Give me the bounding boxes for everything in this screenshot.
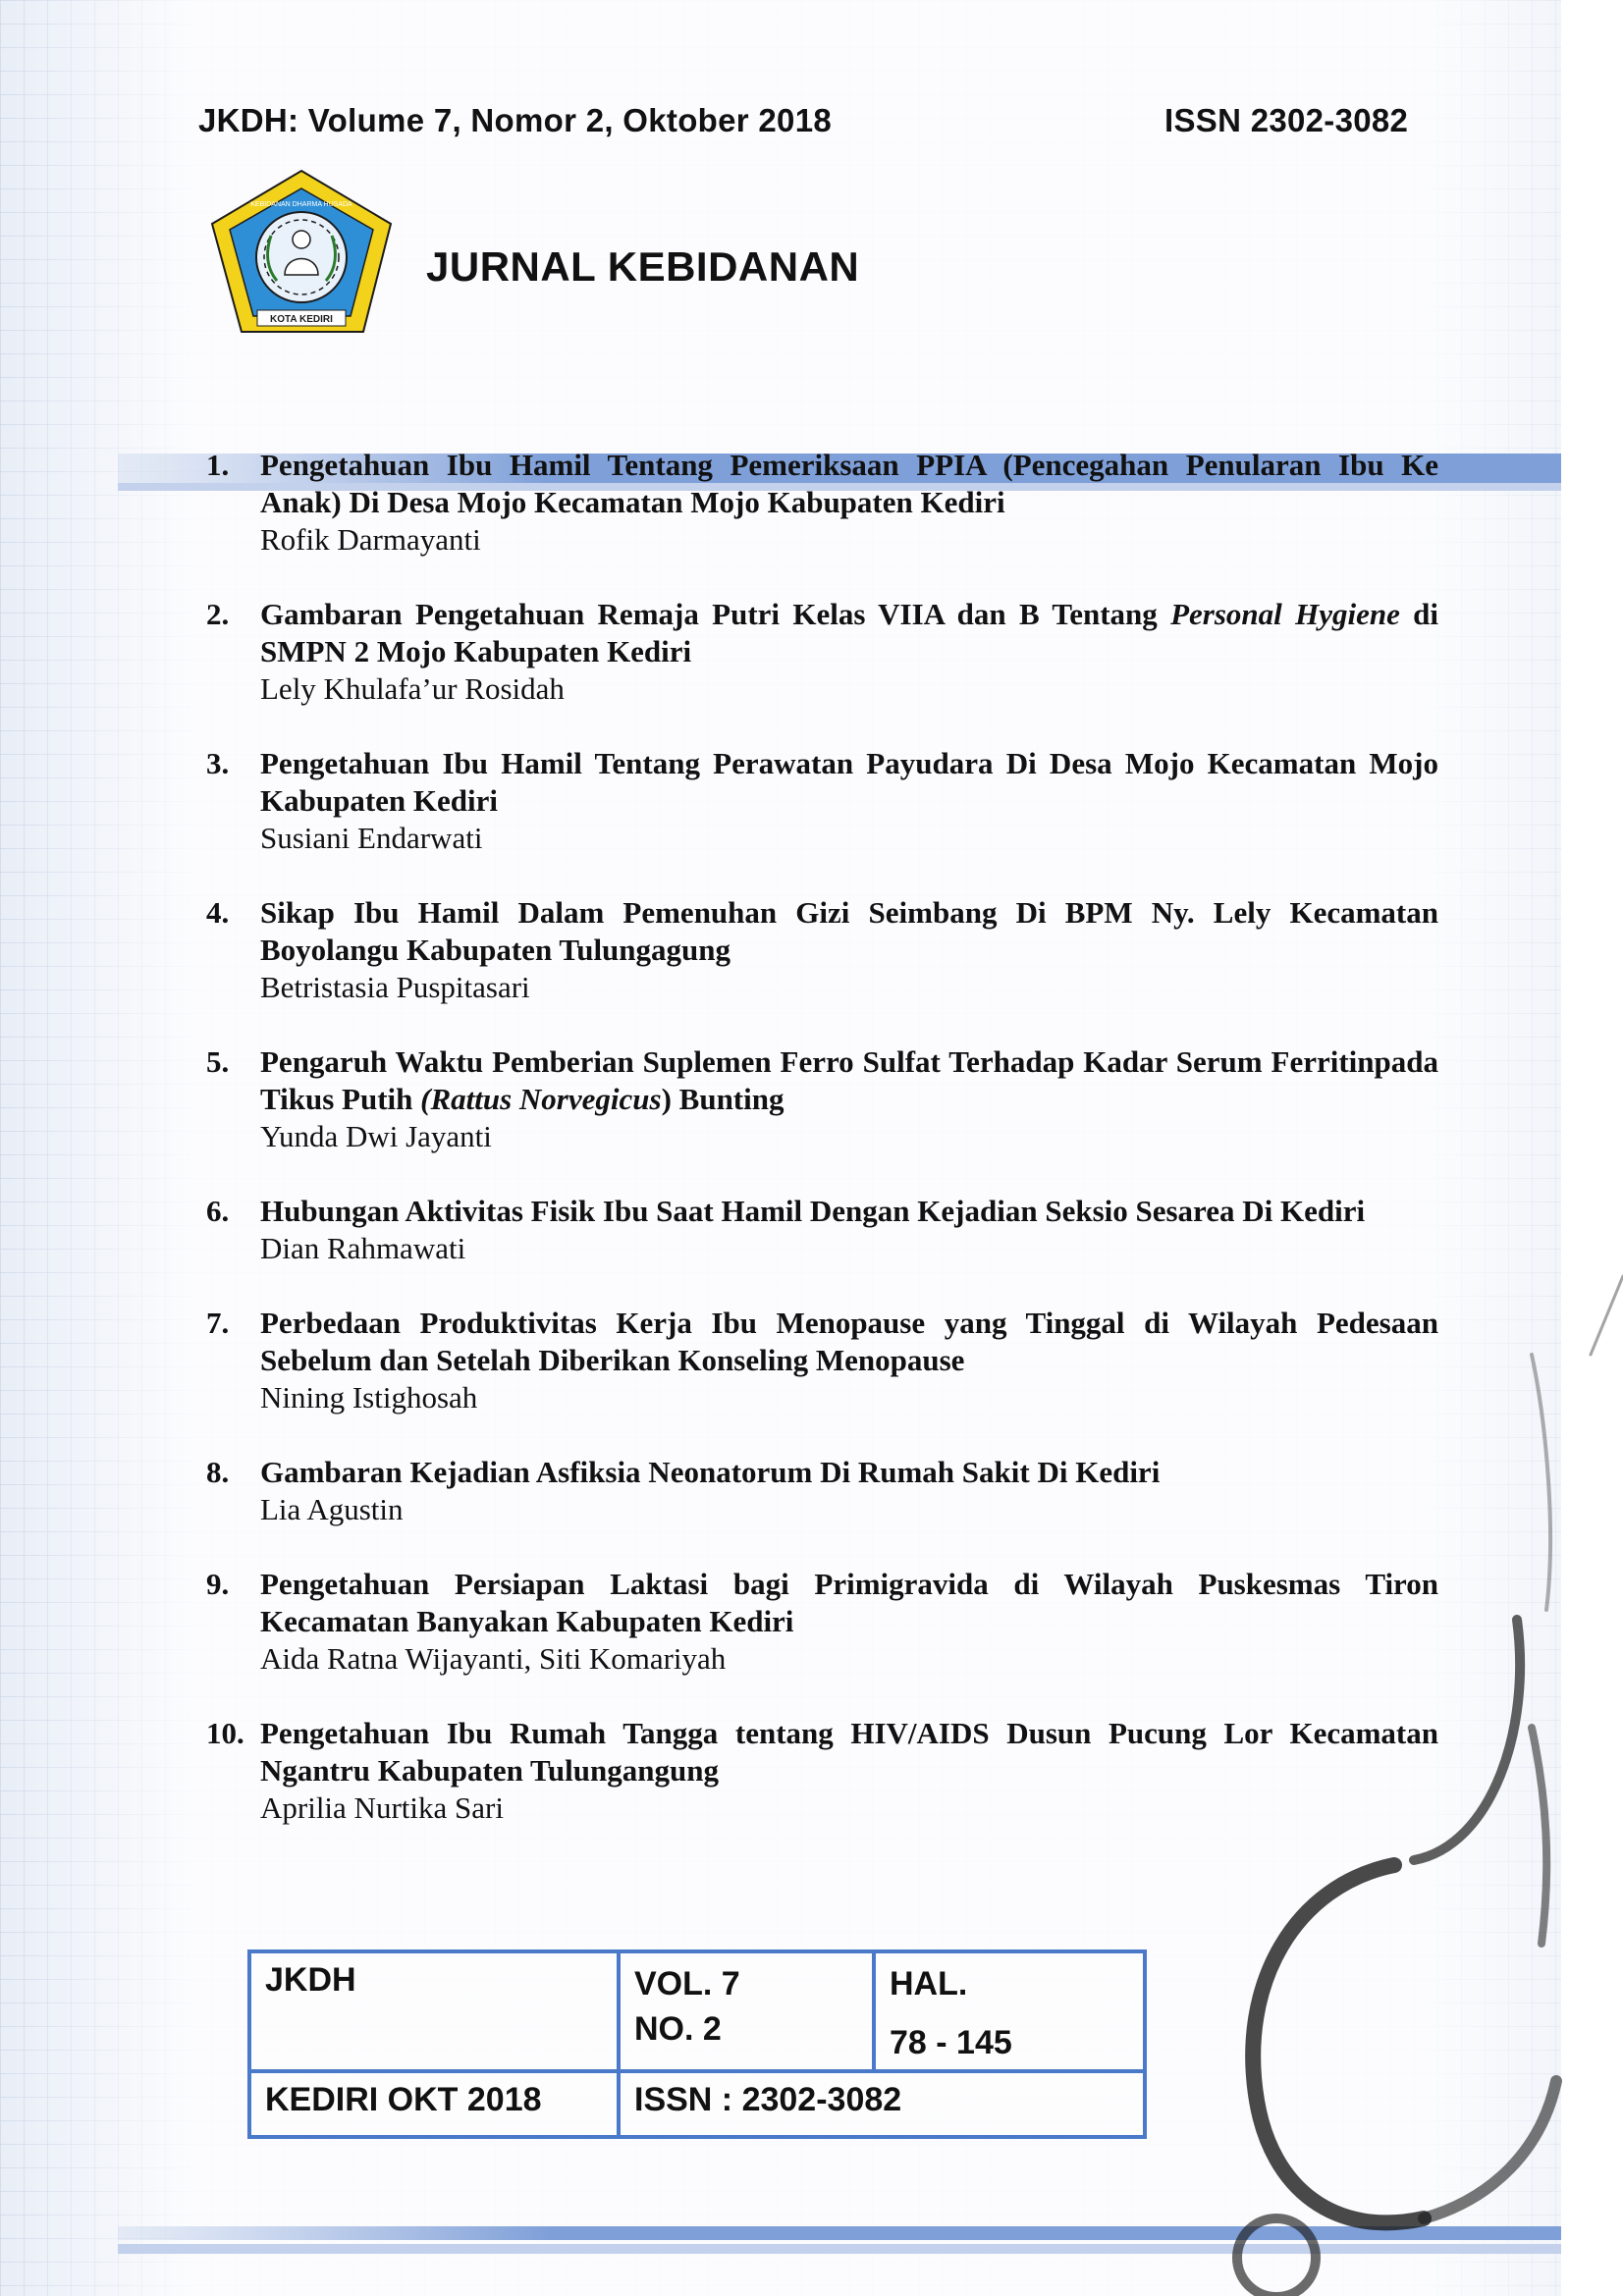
article-author: Lely Khulafa’ur Rosidah xyxy=(260,671,565,706)
journal-logo xyxy=(206,167,398,339)
article-item xyxy=(206,1305,1438,1416)
journal-title: JURNAL KEBIDANAN xyxy=(426,243,860,290)
article-item xyxy=(206,1193,1438,1267)
article-item xyxy=(206,596,1438,708)
article-author: Yunda Dwi Jayanti xyxy=(260,1119,492,1153)
bottom-blue-band xyxy=(118,2226,1561,2240)
article-number: 6. xyxy=(206,1194,230,1228)
article-title: Gambaran Pengetahuan Remaja Putri Kelas VIIA dan B Tentang Personal Hygiene di SMPN 2 Mojo Kabupaten Kediri xyxy=(260,597,1439,668)
article-item xyxy=(206,745,1438,857)
article-title: Pengetahuan Ibu Hamil Tentang Pemeriksaan PPIA (Pencegahan Penularan Ibu Ke Anak) Di Desa Mojo Kecamatan Mojo Kabupaten Kediri xyxy=(260,448,1438,519)
article-item xyxy=(206,894,1438,1006)
article-author: Lia Agustin xyxy=(260,1492,404,1526)
journal-info-table xyxy=(247,1949,1147,2139)
article-title: Pengetahuan Persiapan Laktasi bagi Primigravida di Wilayah Puskesmas Tiron Kecamatan Banyakan Kabupaten Kediri xyxy=(260,1567,1438,1638)
article-item xyxy=(206,1043,1438,1155)
article-number: 4. xyxy=(206,895,230,930)
article-item xyxy=(206,1715,1438,1827)
pages-range: 78 - 145 xyxy=(890,2024,1012,2061)
volume-number xyxy=(621,1953,872,2059)
article-author: Rofik Darmayanti xyxy=(260,522,481,557)
volume-label: VOL. 7 xyxy=(634,1965,740,2002)
journal-abbrev: JKDH xyxy=(265,1961,356,1999)
article-number: 1. xyxy=(206,448,230,482)
article-item xyxy=(206,447,1438,559)
article-number: 2. xyxy=(206,597,230,631)
article-number: 9. xyxy=(206,1567,230,1601)
article-title: Pengaruh Waktu Pemberian Suplemen Ferro Sulfat Terhadap Kadar Serum Ferritinpada Tikus Putih (Rattus Norvegicus) Bunting xyxy=(260,1044,1438,1116)
logo-city-text: KOTA KEDIRI xyxy=(270,314,333,325)
article-title: Gambaran Kejadian Asfiksia Neonatorum Di Rumah Sakit Di Kediri xyxy=(260,1455,1161,1489)
article-title: Sikap Ibu Hamil Dalam Pemenuhan Gizi Seimbang Di BPM Ny. Lely Kecamatan Boyolangu Kabupaten Tulungagung xyxy=(260,895,1438,967)
article-author: Nining Istighosah xyxy=(260,1380,478,1415)
article-title: Pengetahuan Ibu Rumah Tangga tentang HIV/AIDS Dusun Pucung Lor Kecamatan Ngantru Kabupaten Tulungangung xyxy=(260,1716,1438,1788)
article-author: Betristasia Puspitasari xyxy=(260,970,530,1004)
logo-top-text: KEBIDANAN DHARMA HUSADA xyxy=(250,201,352,208)
article-number: 8. xyxy=(206,1455,230,1489)
article-author: Dian Rahmawati xyxy=(260,1231,466,1265)
number-label: NO. 2 xyxy=(634,2010,722,2048)
article-author: Aida Ratna Wijayanti, Siti Komariyah xyxy=(260,1641,727,1676)
pages-label: HAL. xyxy=(890,1965,968,2002)
article-author: Susiani Endarwati xyxy=(260,821,483,855)
article-list xyxy=(206,447,1438,1827)
article-title: Perbedaan Produktivitas Kerja Ibu Menopause yang Tinggal di Wilayah Pedesaan Sebelum dan Setelah Diberikan Konseling Menopause xyxy=(260,1306,1438,1377)
article-author: Aprilia Nurtika Sari xyxy=(260,1790,504,1825)
article-title: Hubungan Aktivitas Fisik Ibu Saat Hamil Dengan Kejadian Seksio Sesarea Di Kediri xyxy=(260,1194,1366,1228)
article-number: 7. xyxy=(206,1306,230,1340)
article-number: 5. xyxy=(206,1044,230,1079)
issn-header: ISSN 2302-3082 xyxy=(1164,102,1409,138)
pages-cell xyxy=(876,1953,1141,2070)
place-date: KEDIRI OKT 2018 xyxy=(265,2081,542,2118)
article-title: Pengetahuan Ibu Hamil Tentang Perawatan Payudara Di Desa Mojo Kecamatan Mojo Kabupaten Kediri xyxy=(260,746,1438,818)
article-number: 10. xyxy=(206,1716,244,1750)
volume-header: JKDH: Volume 7, Nomor 2, Oktober 2018 xyxy=(198,102,832,138)
issn-cell: ISSN : 2302-3082 xyxy=(634,2081,902,2118)
article-item xyxy=(206,1566,1438,1678)
article-number: 3. xyxy=(206,746,230,780)
article-item xyxy=(206,1454,1438,1528)
